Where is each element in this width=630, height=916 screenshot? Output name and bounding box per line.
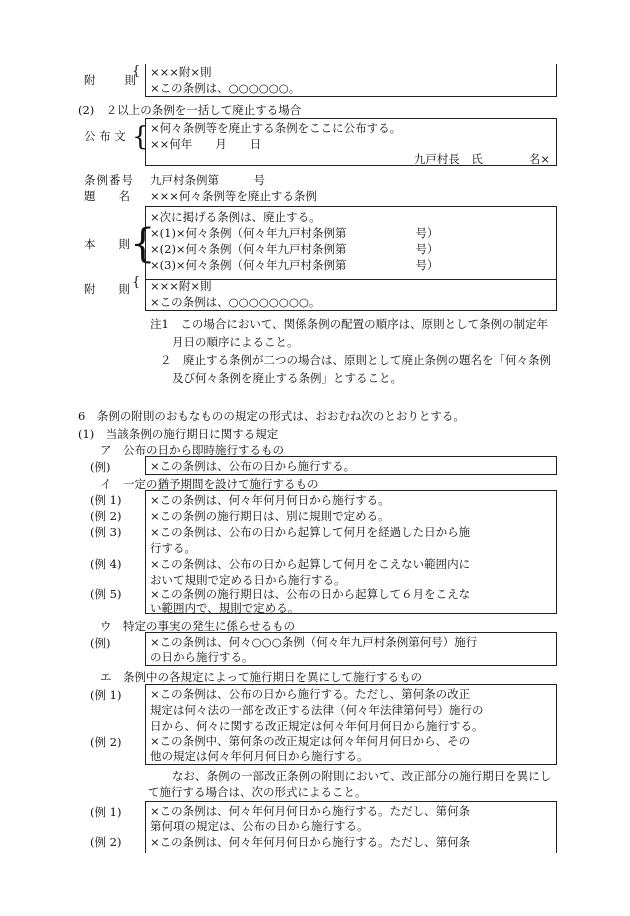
example-line: 規定は何々法の一部を改正する法律（何々年法律第何号）施行の <box>150 703 484 717</box>
fusoku-line: ×この条例は、○○○○○○○○。 <box>150 295 321 309</box>
example-line: い範囲内で、規則で定める。 <box>150 601 300 615</box>
fusoku-line: ×この条例は、○○○○○○。 <box>150 81 301 95</box>
fusoku-label-2: 附 則 <box>84 282 130 296</box>
example-line: ×この条例は、何々年何月何日から施行する。 <box>150 493 390 507</box>
example-label: (例 2) <box>90 735 122 749</box>
fusoku-label-1: 附 則 <box>84 73 138 87</box>
example-label: (例 3) <box>90 525 122 539</box>
section-2-heading: (2) ２以上の条例を一括して廃止する場合 <box>78 103 302 117</box>
example-line: ×この条例は、公布の日から施行する。 <box>150 459 356 473</box>
example-label: (例 1) <box>90 805 122 819</box>
example-line: の日から施行する。 <box>150 650 254 664</box>
section-6-sub1: (1) 当該条例の施行期日に関する規定 <box>78 427 279 441</box>
fusoku-line: ×××附×則 <box>150 279 212 293</box>
kohu-box <box>145 118 557 166</box>
example-label: (例 1) <box>90 688 122 702</box>
fusoku-line: ×××附×則 <box>150 65 212 79</box>
example-label: (例) <box>90 636 111 650</box>
example-line: ×この条例は、何々年何月何日から施行する。ただし、第何条 <box>150 835 471 849</box>
example-label: (例 2) <box>90 509 122 523</box>
kohu-line: ×何々条例等を廃止する条例をここに公布する。 <box>150 121 402 135</box>
honsoku-line: ×次に掲げる条例は、廃止する。 <box>150 210 321 224</box>
example-box-i <box>145 490 557 614</box>
honsoku-line: ×(1)×何々条例（何々年九戸村条例第 号） <box>150 226 439 240</box>
note-1-cont: 月日の順序によること。 <box>172 335 299 349</box>
dai-value: ×××何々条例等を廃止する条例 <box>150 189 317 203</box>
subheading-u: ウ 特定の事実の発生に係らせるもの <box>100 619 296 633</box>
example-line: おいて規則で定める日から施行する。 <box>150 573 346 587</box>
jorei-label: 条例番号 <box>84 173 134 187</box>
example-label: (例 5) <box>90 587 122 601</box>
example-line: 他の規定は何々年何月何日から施行する。 <box>150 749 369 763</box>
example-line: ×この条例の施行期日は、別に規則で定める。 <box>150 509 390 523</box>
subheading-e: エ 条例中の各規定によって施行期日を異にして施行するもの <box>100 670 422 684</box>
brace-icon: { <box>132 275 141 290</box>
kohu-label: 公 布 文 <box>84 129 126 143</box>
example-label: (例 2) <box>90 835 122 849</box>
example-label: (例 1) <box>90 493 122 507</box>
example-line: 行する。 <box>150 541 196 555</box>
example-line: ×この条例は、何々年何月何日から施行する。ただし、第何条 <box>150 804 471 818</box>
example-label: (例) <box>90 460 111 474</box>
example-label: (例 4) <box>90 557 122 571</box>
honsoku-box <box>145 206 557 280</box>
example-line: 日から、何々に関する改正規定は何々年何月何日から施行する。 <box>150 719 484 733</box>
fusoku-box-2 <box>145 278 557 311</box>
honsoku-label: 本 則 <box>84 237 130 251</box>
honsoku-line: ×(2)×何々条例（何々年九戸村条例第 号） <box>150 242 439 256</box>
nao-paragraph-cont: て施行する場合は、次の形式によること。 <box>148 785 367 799</box>
kohu-line: ××何年 月 日 <box>150 137 262 151</box>
note-2: ２ 廃止する条例が二つの場合は、原則として廃止条例の題名を「何々条例 <box>160 353 551 367</box>
example-box-u <box>145 632 557 666</box>
jorei-value: 九戸村条例第 号 <box>150 173 265 187</box>
nao-paragraph: なお、条例の一部改正条例の附則において、改正部分の施行期日を異にし <box>172 769 552 783</box>
example-line: ×この条例中、第何条の改正規定は何々年何月何日から、その <box>150 734 471 748</box>
brace-icon: { <box>132 64 141 79</box>
example-line: ×この条例は、何々○○○条例（何々年九戸村条例第何号）施行 <box>150 635 478 649</box>
subheading-i: イ 一定の猶予期間を設けて施行するもの <box>100 477 319 491</box>
example-line: ×この条例の施行期日は、公布の日から起算して６月をこえな <box>150 587 471 601</box>
brace-icon: { <box>130 221 156 267</box>
note-2-cont: 及び何々条例を廃止する条例」とすること。 <box>172 371 402 385</box>
brace-icon: { <box>132 122 149 152</box>
example-line: ×この条例は、公布の日から起算して何月を経過した日から施 <box>150 525 471 539</box>
section-6-heading: 6 条例の附則のおもなものの規定の形式は、おおむね次のとおりとする。 <box>78 409 465 423</box>
honsoku-line: ×(3)×何々条例（何々年九戸村条例第 号） <box>150 258 439 272</box>
dai-label: 題 名 <box>84 189 130 203</box>
example-line: ×この条例は、公布の日から起算して何月をこえない範囲内に <box>150 557 471 571</box>
example-box-a <box>145 456 557 475</box>
fusoku-box-1 <box>145 64 557 97</box>
note-1: 注1 この場合において、関係条例の配置の順序は、原則として条例の制定年 <box>150 317 549 331</box>
signature: 九戸村長 氏 名× <box>413 152 550 166</box>
example-line: 第何項の規定は、公布の日から施行する。 <box>150 819 369 833</box>
subheading-a: ア 公布の日から即時施行するもの <box>100 443 284 457</box>
example-line: ×この条例は、公布の日から施行する。ただし、第何条の改正 <box>150 687 471 701</box>
example-box-last <box>145 801 557 853</box>
example-box-e <box>145 684 557 765</box>
